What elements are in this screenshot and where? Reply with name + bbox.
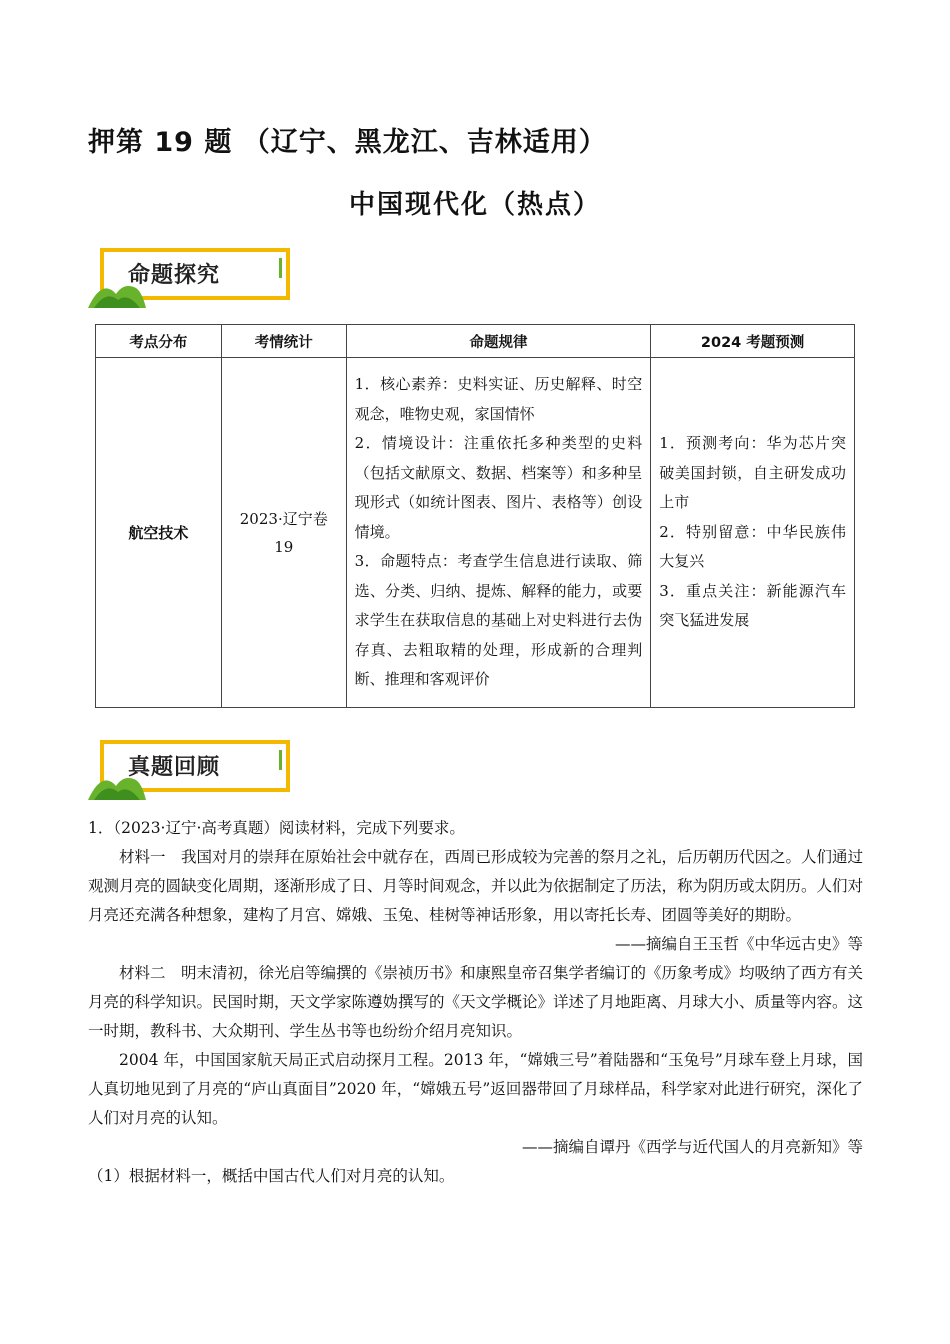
cell-stats [221,358,346,708]
stats-line: 19 [274,537,294,556]
table-row [96,358,855,708]
header-topic: 考点分布 [96,325,222,358]
material-one: 材料一 我国对月的崇拜在原始社会中就存在，西周已形成较为完善的祭月之礼，后历朝历代因之。人们通过观测月亮的圆缺变化周期，逐渐形成了日、月等时间观念，并以此为依据制定了历法，称为阴历或太阴历。人们对月亮还充满各种想象，建构了月宫、嫦娥、玉兔、桂树等神话形象，用以寄托长寿、团圆等美好的期盼。 [88,848,864,924]
table-header-row [96,325,855,358]
material-two: 材料二 明末清初，徐光启等编撰的《崇祯历书》和康熙皇帝召集学者编订的《历象考成》均吸纳了西方有关月亮的科学知识。民国时期，天文学家陈遵妫撰写的《天文学概论》详述了月地距离、月球大小、质量等内容。这一时期，教科书、大众期刊、学生丛书等也纷纷介绍月亮知识。 [88,964,864,1040]
header-stats: 考情统计 [221,325,346,358]
section-title-exploration: 命题探究 [128,263,221,288]
cell-predictions [651,358,855,708]
rule-item: 1．核心素养：史料实证、历史解释、时空观念，唯物史观，家国情怀 [354,375,643,423]
question-block [88,814,863,1191]
hills-icon [88,766,148,802]
header-rules: 命题规律 [346,325,651,358]
hills-icon [88,274,148,310]
source-one: ——摘编自王玉哲《中华远古史》等 [614,935,863,953]
prediction-item: 1．预测考向：华为芯片突破美国封锁，自主研发成功上市 [659,434,846,512]
material-two-continued: 2004 年，中国国家航天局正式启动探月工程。2013 年，“嫦娥三号”着陆器和“玉兔号”月球车登上月球，国人真切地见到了月亮的“庐山真面目”2020 年，“嫦娥五号”返回器带回了月球样品，科学家对此进行研究，深化了人们对月亮的认知。 [88,1051,863,1127]
exam-analysis-table [95,324,855,708]
cell-topic: 航空技术 [96,358,222,708]
question-intro: 1．（2023·辽宁·高考真题）阅读材料，完成下列要求。 [88,819,465,837]
source-two: ——摘编自谭丹《西学与近代国人的月亮新知》等 [521,1138,863,1156]
header-prediction: 2024 考题预测 [651,325,855,358]
section-badge-exploration [88,246,298,310]
badge-accent-bar [279,258,282,278]
prediction-item: 3．重点关注：新能源汽车突飞猛进发展 [659,581,846,630]
cell-rules [346,358,651,708]
page-title: 押第 19 题 （辽宁、黑龙江、吉林适用） [88,127,607,158]
stats-line: 2023·辽宁卷 [239,509,328,528]
prediction-item: 2．特别留意：中华民族伟大复兴 [659,522,846,571]
page-subtitle: 中国现代化（热点） [348,190,601,220]
badge-accent-bar [279,750,282,770]
section-badge-review [88,738,298,802]
section-title-review: 真题回顾 [128,755,221,780]
sub-question-1: （1）根据材料一，概括中国古代人们对月亮的认知。 [88,1167,455,1185]
rule-item: 3．命题特点：考查学生信息进行读取、筛选、分类、归纳、提炼、解释的能力，或要求学生在获取信息的基础上对史料进行去伪存真、去粗取精的处理，形成新的合理判断、推理和客观评价 [354,552,643,689]
rule-item: 2．情境设计：注重依托多种类型的史料（包括文献原文、数据、档案等）和多种呈现形式（如统计图表、图片、表格等）创设情境。 [354,434,643,541]
